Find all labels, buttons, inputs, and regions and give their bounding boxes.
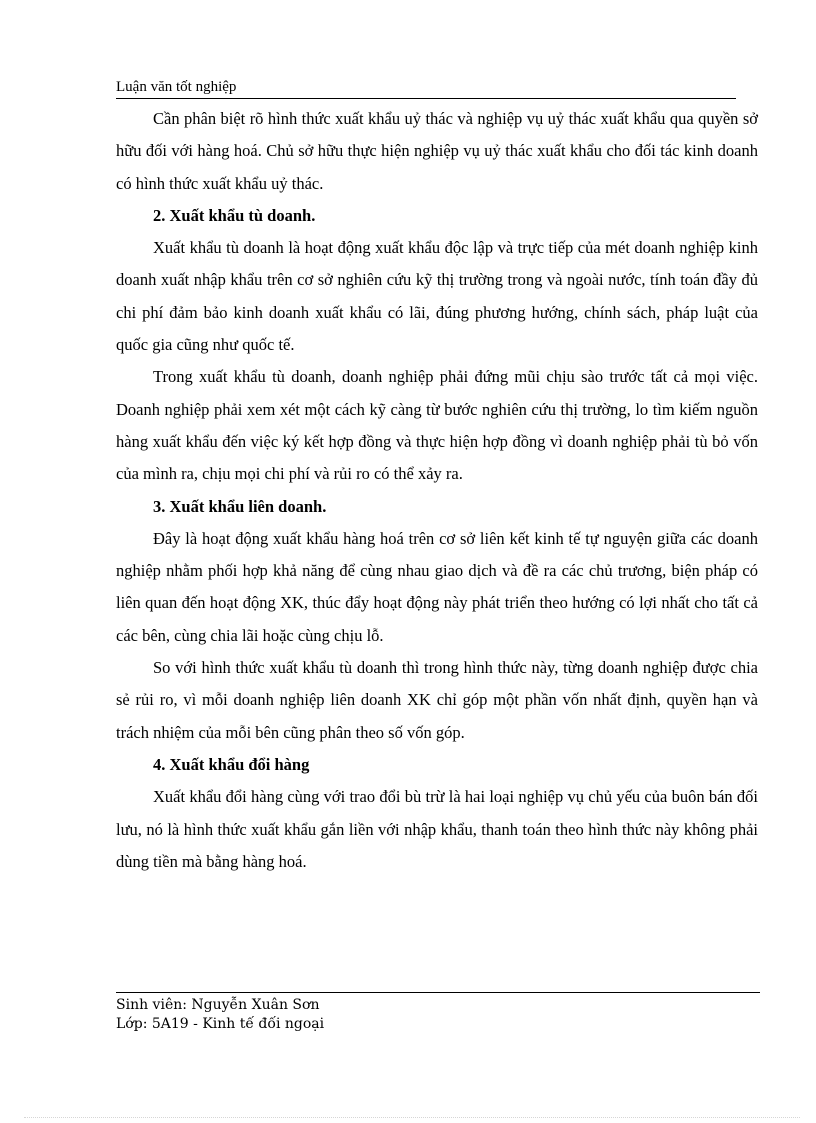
page-footer [116, 992, 760, 1034]
paragraph-self-export-detail: Trong xuất khẩu tù doanh, doanh nghiệp phải đứng mũi chịu sào trước tất cả mọi việc. Doanh nghiệp phải xem xét một cách kỹ càng từ bước nghiên cứu thị trường, lo tìm kiếm nguồn hàng xuất khẩu đến việc ký kết hợp đồng và thực hiện hợp đồng vì doanh nghiệp phải tù bỏ vốn của mình ra, chịu mọi chi phí và rủi ro có thể xảy ra. [116, 367, 758, 484]
paragraph-intro: Cần phân biệt rõ hình thức xuất khẩu uỷ thác và nghiệp vụ uỷ thác xuất khẩu qua quyền sở hữu đối với hàng hoá. Chủ sở hữu thực hiện nghiệp vụ uỷ thác xuất khẩu cho đối tác kinh doanh có hình thức xuất khẩu uỷ thác. [116, 109, 758, 193]
section-heading-4: 4. Xuất khẩu đổi hàng [153, 754, 310, 774]
paragraph-barter-export: Xuất khẩu đổi hàng cùng với trao đổi bù trừ là hai loại nghiệp vụ chủ yếu của buôn bán đối lưu, nó là hình thức xuất khẩu gắn liền với nhập khẩu, thanh toán theo hình thức này không phải dùng tiền mà bằng hàng hoá. [116, 787, 758, 871]
paragraph-self-export-definition: Xuất khẩu tù doanh là hoạt động xuất khẩu độc lập và trực tiếp của mét doanh nghiệp kinh doanh xuất nhập khẩu trên cơ sở nghiên cứu kỹ thị trường trong và ngoài nước, tính toán đầy đủ chi phí đảm bảo kinh doanh xuất khẩu có lãi, đúng phương hướng, chính sách, pháp luật của quốc gia cũng như quốc tế. [116, 238, 758, 355]
section-heading-3: 3. Xuất khẩu liên doanh. [153, 496, 327, 516]
document-body [116, 103, 758, 878]
header-title: Luận văn tốt nghiệp [116, 79, 237, 95]
section-heading-2: 2. Xuất khẩu tù doanh. [153, 205, 316, 225]
page-bottom-divider [24, 1117, 800, 1118]
footer-class: Lớp: 5A19 - Kinh tế đối ngoại [116, 1016, 325, 1032]
paragraph-joint-export-definition: Đây là hoạt động xuất khẩu hàng hoá trên cơ sở liên kết kinh tế tự nguyện giữa các doanh nghiệp nhằm phối hợp khả năng để cùng nhau giao dịch và đề ra các chủ trương, biện pháp có liên quan đến hoạt động XK, thúc đẩy hoạt động này phát triển theo hướng có lợi nhất cho tất cả các bên, cùng chia lãi hoặc cùng chịu lỗ. [116, 528, 758, 645]
footer-student: Sinh viên: Nguyễn Xuân Sơn [116, 997, 320, 1013]
paragraph-joint-export-comparison: So với hình thức xuất khẩu tù doanh thì trong hình thức này, từng doanh nghiệp được chia sẻ rủi ro, vì mỗi doanh nghiệp liên doanh XK chỉ góp một phần vốn nhất định, quyền hạn và trách nhiệm của mỗi bên cũng phân theo số vốn góp. [116, 658, 758, 742]
page-header [116, 77, 736, 99]
